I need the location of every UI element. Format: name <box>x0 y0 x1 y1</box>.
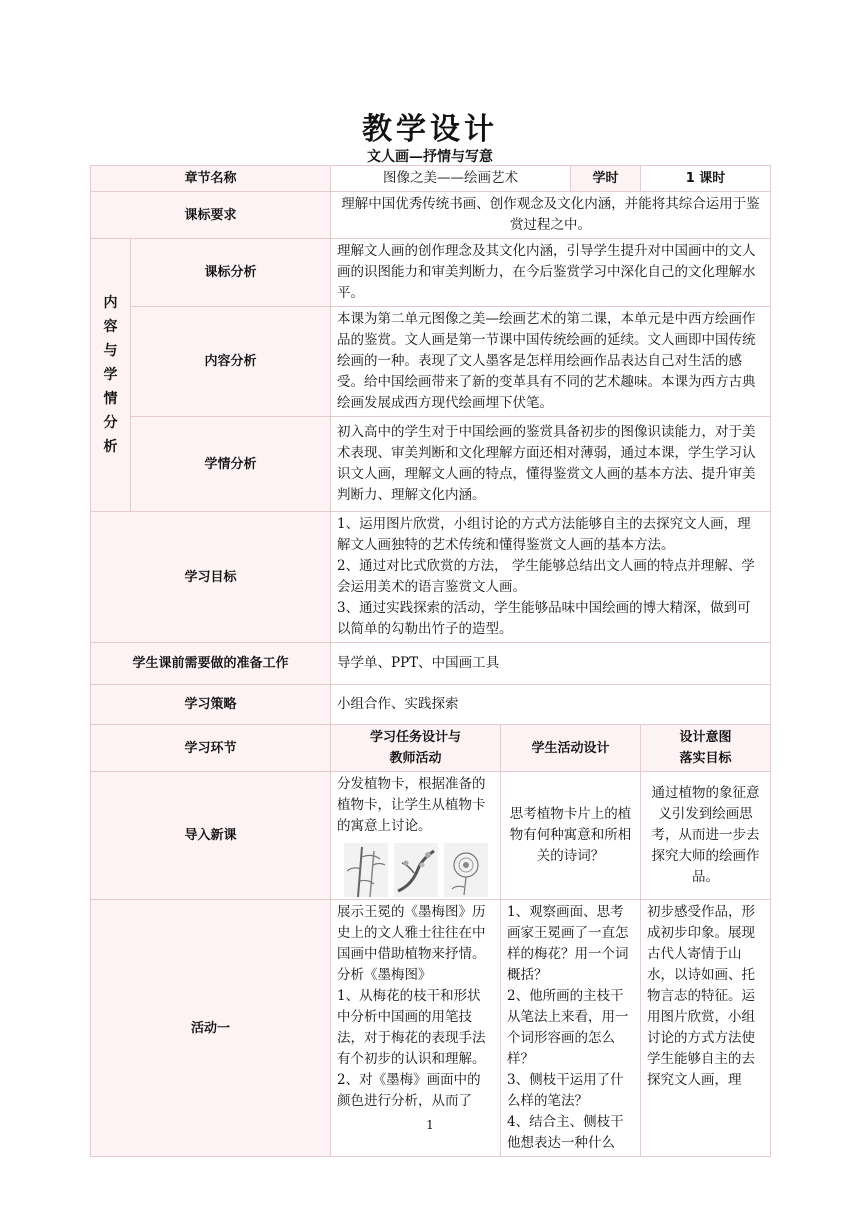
content-analysis-value: 本课为第二单元图像之美—绘画艺术的第二课，本单元是中西方绘画作品的鉴赏。文人画是第一节课中国传统绘画的延续。文人画即中国传统绘画的一种。表现了文人墨客是怎样用绘画作品表达自己对生活的感受。给中国绘画带来了新的变革具有不同的艺术趣味。本课为西方古典绘画发展成西方现代绘画埋下伏笔。 <box>331 307 771 417</box>
plant-card-images <box>337 843 494 897</box>
activity1-teacher-line: 1、从梅花的枝干和形状中分析中国画的用笔技法，对于梅花的表现手法有个初步的认识和理解。 <box>337 988 486 1067</box>
intro-intent-text: 通过植物的象征意义引发到绘画思考，从而进一步去探究大师的绘画作品。 <box>641 772 771 900</box>
analysis-group-label <box>91 239 131 512</box>
chrysanthemum-image <box>444 843 488 897</box>
activity1-teacher-line: 展示王冕的《墨梅图》历史上的文人雅士往往在中国画中借助植物来抒情。 <box>337 904 486 962</box>
page-title: 教学设计 <box>362 112 498 147</box>
standard-analysis-row <box>91 239 771 307</box>
objective-item: 2、通过对比式欣赏的方法， 学生能够总结出文人画的特点并理解、学会运用美术的语言鉴赏文人画。 <box>337 558 755 595</box>
bamboo-image <box>344 843 388 897</box>
page-number: 1 <box>426 1118 434 1132</box>
strategy-label: 学习策略 <box>91 685 331 725</box>
hours-value: 1 课时 <box>641 166 771 192</box>
preparation-value: 导学单、PPT、中国画工具 <box>331 643 771 685</box>
hours-label: 学时 <box>571 166 641 192</box>
chapter-value: 图像之美——绘画艺术 <box>331 166 571 192</box>
objective-item: 3、通过实践探索的活动，学生能够品味中国绘画的博大精深，做到可以简单的勾勒出竹子的造型。 <box>337 600 751 637</box>
strategy-row <box>91 685 771 725</box>
content-analysis-row <box>91 307 771 417</box>
student-activity-header: 学生活动设计 <box>501 725 641 772</box>
plum-image <box>394 843 438 897</box>
preparation-row <box>91 643 771 685</box>
curriculum-value: 理解中国优秀传统书画、创作观念及文化内涵，并能将其综合运用于鉴赏过程之中。 <box>331 192 771 239</box>
activity1-student-line: 4、结合主、侧枝干他想表达一种什么 <box>507 1114 624 1151</box>
activity1-stage-label: 活动一 <box>91 900 331 1157</box>
teacher-header-line1: 学习任务设计与 <box>370 730 462 745</box>
steps-header-row <box>91 725 771 772</box>
intro-teacher-cell <box>331 772 501 900</box>
activity1-student-line: 1、观察画面、思考画家王冕画了一直怎样的梅花？用一个词概括？ <box>507 904 629 983</box>
objectives-value <box>331 512 771 643</box>
activity1-student-line: 2、他所画的主枝干从笔法上来看，用一个词形容画的怎么样？ <box>507 988 629 1067</box>
chapter-row <box>91 166 771 192</box>
intent-header-line2: 落实目标 <box>679 751 732 766</box>
strategy-value: 小组合作、实践探索 <box>331 685 771 725</box>
student-analysis-value: 初入高中的学生对于中国绘画的鉴赏具备初步的图像识读能力，对于美术表现、审美判断和文化理解方面还相对薄弱，通过本课，学生学习认识文人画，理解文人画的特点，懂得鉴赏文人画的基本方法、提升审美判断力、理解文化内涵。 <box>331 417 771 512</box>
intent-header-line1: 设计意图 <box>679 730 732 745</box>
standard-analysis-label: 课标分析 <box>131 239 331 307</box>
standard-analysis-value: 理解文人画的创作理念及其文化内涵，引导学生提升对中国画中的文人画的识图能力和审美判断力，在今后鉴赏学习中深化自己的文化理解水平。 <box>331 239 771 307</box>
objectives-label: 学习目标 <box>91 512 331 643</box>
student-analysis-row <box>91 417 771 512</box>
intro-stage-label: 导入新课 <box>91 772 331 900</box>
activity1-intent-text: 初步感受作品，形成初步印象。展现古代人寄情于山水，以诗如画、托物言志的特征。运用图片欣赏，小组讨论的方式方法使学生能够自主的去探究文人画，理 <box>641 900 771 1157</box>
teacher-header-line2: 教师活动 <box>389 751 442 766</box>
page-subtitle: 文人画—抒情与写意 <box>367 149 493 165</box>
activity1-student-line: 3、侧枝干运用了什么样的笔法？ <box>507 1072 624 1109</box>
activity1-teacher-line: 2、对《墨梅》画面中的颜色进行分析，从而了 <box>337 1072 481 1109</box>
objectives-row <box>91 512 771 643</box>
design-intent-header <box>641 725 771 772</box>
lesson-plan-table <box>90 165 771 1157</box>
chapter-label: 章节名称 <box>91 166 331 192</box>
objective-item: 1、运用图片欣赏，小组讨论的方式方法能够自主的去探究文人画，理解文人画独特的艺术传统和懂得鉴赏文人画的基本方法。 <box>337 516 751 553</box>
intro-student-text: 思考植物卡片上的植物有何种寓意和所相关的诗词？ <box>501 772 641 900</box>
activity1-teacher-line: 分析《墨梅图》 <box>337 967 432 983</box>
preparation-label: 学生课前需要做的准备工作 <box>91 643 331 685</box>
analysis-group-text: 内容与学情分析 <box>103 295 118 455</box>
intro-row <box>91 772 771 900</box>
teacher-activity-header <box>331 725 501 772</box>
student-analysis-label: 学情分析 <box>131 417 331 512</box>
content-analysis-label: 内容分析 <box>131 307 331 417</box>
curriculum-label: 课标要求 <box>91 192 331 239</box>
curriculum-row <box>91 192 771 239</box>
intro-teacher-text: 分发植物卡，根据准备的植物卡，让学生从植物卡的寓意上讨论。 <box>337 776 486 834</box>
stage-header: 学习环节 <box>91 725 331 772</box>
